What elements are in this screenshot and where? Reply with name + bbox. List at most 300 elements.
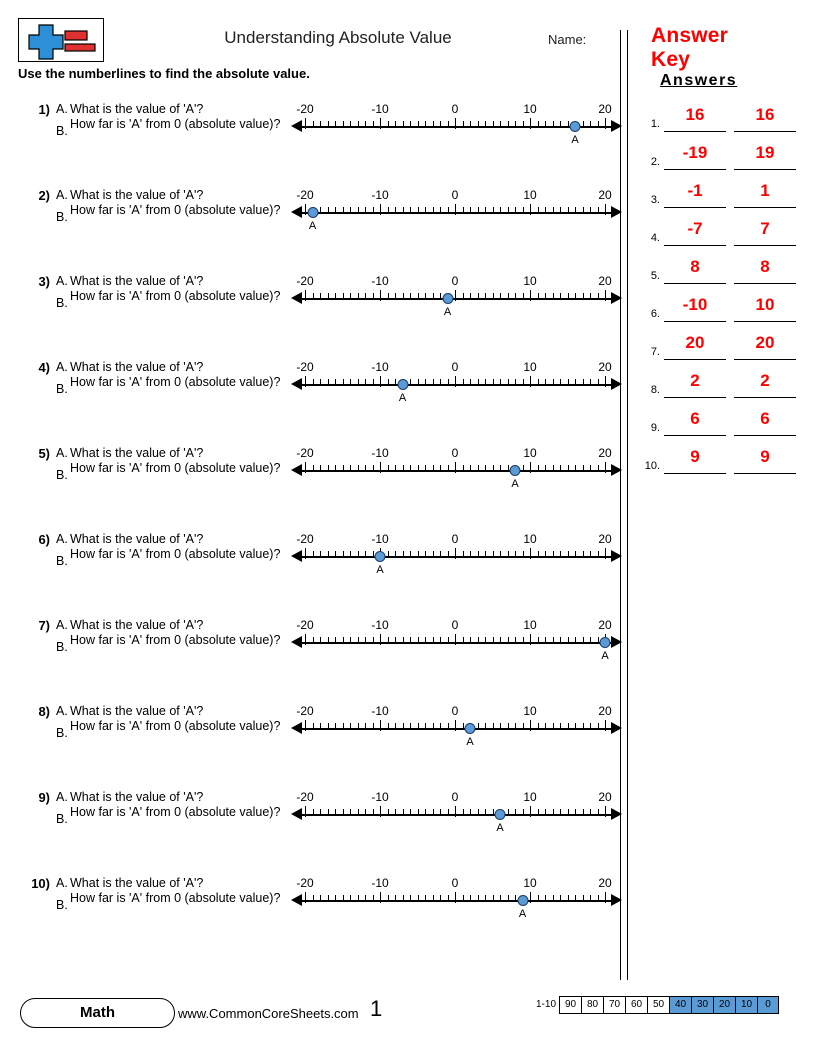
numberline-tick: [388, 293, 389, 299]
arrow-left-icon: [291, 636, 302, 648]
numberline-tick: [553, 723, 554, 729]
numberline-tick-label: 20: [598, 446, 612, 460]
numberline-tick: [433, 551, 434, 557]
numberline-tick: [568, 895, 569, 901]
numberline-tick: [575, 551, 576, 557]
numberline-tick: [568, 551, 569, 557]
numberline-tick: [605, 720, 606, 731]
numberline-tick: [523, 121, 524, 127]
numberline-tick-label: 0: [451, 532, 459, 546]
numberline-tick: [553, 895, 554, 901]
numberline-tick: [410, 895, 411, 901]
scale-cell: 10: [735, 996, 757, 1014]
point-a-label: A: [601, 650, 609, 662]
numberline-tick-label: 10: [523, 188, 537, 202]
numberline-tick: [463, 293, 464, 299]
numberline-tick: [328, 207, 329, 213]
numberline-tick: [320, 293, 321, 299]
scale-cell: 90: [559, 996, 581, 1014]
arrow-right-icon: [611, 378, 622, 390]
numberline-tick: [470, 809, 471, 815]
numberline-tick-label: -10: [371, 532, 389, 546]
numberline-tick: [463, 465, 464, 471]
numberline-tick: [373, 121, 374, 127]
numberline-tick: [530, 720, 531, 731]
numberline-tick: [343, 379, 344, 385]
numberline-tick: [455, 720, 456, 731]
question-a-label: A.: [56, 446, 68, 460]
numberline-tick: [410, 809, 411, 815]
numberline-tick: [335, 293, 336, 299]
numberline-tick: [350, 895, 351, 901]
numberline-tick: [350, 809, 351, 815]
numberline-tick: [418, 379, 419, 385]
numberline-tick: [500, 121, 501, 127]
numberline-tick-label: 10: [523, 360, 537, 374]
numberline-tick: [373, 465, 374, 471]
numberline-tick: [485, 809, 486, 815]
numberline-tick: [425, 465, 426, 471]
question-b-label: B.: [56, 296, 68, 310]
point-a-label: A: [308, 220, 317, 232]
numberline-tick: [343, 465, 344, 471]
answer-value-a: 20: [664, 328, 726, 360]
numberline-tick: [605, 892, 606, 903]
answer-row-number: 8.: [650, 384, 660, 396]
numberline-tick: [530, 548, 531, 559]
numberline-tick: [530, 634, 531, 645]
numberline-tick: [410, 121, 411, 127]
numberline-tick: [350, 121, 351, 127]
numberline-tick: [553, 465, 554, 471]
header: [18, 18, 729, 71]
numberline-tick-label: 20: [598, 188, 612, 202]
point-a-marker: [510, 465, 521, 476]
numberline-tick: [373, 637, 374, 643]
numberline-tick: [358, 207, 359, 213]
numberline-tick: [560, 121, 561, 127]
numberline-tick-label: -20: [296, 618, 314, 632]
answer-key-badge: Answer Key: [651, 24, 729, 71]
arrow-left-icon: [291, 120, 302, 132]
numberline-tick: [350, 551, 351, 557]
question-b-text: How far is 'A' from 0 (absolute value)?: [70, 805, 281, 819]
numberline-tick: [545, 637, 546, 643]
numberline-tick: [440, 809, 441, 815]
numberline-tick: [545, 207, 546, 213]
numberline: [283, 358, 628, 416]
numberline-tick: [463, 809, 464, 815]
numberline-tick: [433, 723, 434, 729]
numberline-tick: [320, 207, 321, 213]
numberline-tick: [365, 207, 366, 213]
numberline-tick: [335, 207, 336, 213]
question-a-text: What is the value of 'A'?: [70, 790, 204, 804]
answer-row: [638, 404, 798, 442]
numberline-tick-label: -10: [371, 446, 389, 460]
numberline-tick: [433, 379, 434, 385]
answer-value-b: 10: [734, 290, 796, 322]
scale-cell: 60: [625, 996, 647, 1014]
answer-row: [638, 138, 798, 176]
numberline-tick: [583, 121, 584, 127]
numberline-tick: [590, 637, 591, 643]
numberline-tick-label: -20: [296, 876, 314, 890]
numberline-tick: [365, 293, 366, 299]
numberline-tick: [493, 809, 494, 815]
question-a-text: What is the value of 'A'?: [70, 102, 204, 116]
numberline-tick: [343, 723, 344, 729]
numberline-tick: [575, 379, 576, 385]
numberline-tick: [425, 551, 426, 557]
question-b-text: How far is 'A' from 0 (absolute value)?: [70, 547, 281, 561]
numberline-tick: [463, 551, 464, 557]
numberline-tick: [343, 809, 344, 815]
numberline-tick: [590, 723, 591, 729]
question-part-a: [56, 704, 203, 718]
numberline-tick: [425, 723, 426, 729]
scale-range-label: 1-10: [536, 999, 557, 1010]
numberline-tick: [553, 121, 554, 127]
numberline-tick: [313, 465, 314, 471]
numberline-tick-label: -10: [371, 790, 389, 804]
numberline-tick: [575, 895, 576, 901]
question-b-text: How far is 'A' from 0 (absolute value)?: [70, 891, 281, 905]
numberline-tick: [358, 637, 359, 643]
numberline-tick: [485, 379, 486, 385]
arrow-left-icon: [291, 464, 302, 476]
numberline-tick: [320, 551, 321, 557]
numberline-tick: [583, 379, 584, 385]
numberline-tick: [478, 895, 479, 901]
numberline-tick: [410, 723, 411, 729]
point-a-marker: [517, 895, 528, 906]
numberline-tick: [418, 465, 419, 471]
numberline-tick-label: 20: [598, 618, 612, 632]
question-b-label: B.: [56, 468, 68, 482]
numberline-tick: [590, 809, 591, 815]
numberline-tick: [553, 809, 554, 815]
numberline-tick: [478, 379, 479, 385]
numberline-tick: [493, 121, 494, 127]
numberline-tick: [305, 290, 306, 301]
numberline-tick: [560, 551, 561, 557]
numberline-tick-label: 20: [598, 360, 612, 374]
numberline-tick: [598, 293, 599, 299]
numberline-tick-label: 10: [523, 704, 537, 718]
numberline-tick: [425, 637, 426, 643]
numberline-tick: [433, 293, 434, 299]
numberline-tick: [320, 121, 321, 127]
numberline-tick: [365, 809, 366, 815]
numberline-tick: [583, 895, 584, 901]
problem: [18, 100, 618, 186]
numberline-tick: [508, 551, 509, 557]
numberline-tick-label: 20: [598, 532, 612, 546]
numberline-tick: [508, 465, 509, 471]
numberline-tick: [380, 720, 381, 731]
numberline-tick: [320, 465, 321, 471]
page-number: 1: [370, 996, 383, 1021]
numberline-tick-label: 0: [451, 790, 459, 804]
arrow-left-icon: [291, 550, 302, 562]
numberline-tick: [538, 465, 539, 471]
numberline-tick: [395, 895, 396, 901]
numberline-tick: [358, 809, 359, 815]
numberline-tick-label: -20: [296, 188, 314, 202]
numberline-tick-label: -20: [296, 102, 314, 116]
numberline-tick: [388, 207, 389, 213]
numberline-tick: [335, 551, 336, 557]
answer-value-a: -10: [664, 290, 726, 322]
numberline-tick: [575, 723, 576, 729]
numberline-tick: [508, 637, 509, 643]
question-b-label: B.: [56, 898, 68, 912]
numberline-tick: [560, 207, 561, 213]
numberline-tick: [575, 637, 576, 643]
problem-number: 5): [38, 446, 50, 461]
numberline: [283, 100, 628, 158]
answer-row: [638, 100, 798, 138]
name-label: Name:: [548, 32, 587, 47]
numberline-tick: [388, 551, 389, 557]
numberline-tick: [343, 207, 344, 213]
numberline-tick-label: 10: [523, 876, 537, 890]
numberline-tick: [305, 634, 306, 645]
numberline-tick: [530, 376, 531, 387]
numberline-tick: [433, 895, 434, 901]
grading-scale: [533, 996, 779, 1014]
numberline-tick: [343, 293, 344, 299]
arrow-left-icon: [291, 808, 302, 820]
numberline-tick: [605, 462, 606, 473]
problem-number: 8): [38, 704, 50, 719]
numberline-tick: [463, 637, 464, 643]
arrow-right-icon: [611, 550, 622, 562]
numberline-tick: [343, 895, 344, 901]
numberline-tick: [545, 379, 546, 385]
numberline-tick-label: 0: [451, 446, 459, 460]
problem: [18, 874, 618, 960]
numberline-tick-label: -20: [296, 532, 314, 546]
question-b-label: B.: [56, 726, 68, 740]
numberline-tick: [410, 207, 411, 213]
numberline-tick: [598, 637, 599, 643]
numberline-tick-label: -20: [296, 274, 314, 288]
question-b-label: B.: [56, 640, 68, 654]
numberline-tick: [455, 806, 456, 817]
numberline-tick: [358, 121, 359, 127]
numberline-tick: [530, 204, 531, 215]
question-part-b: [56, 117, 286, 138]
numberline-tick: [358, 293, 359, 299]
numberline-tick-label: -20: [296, 360, 314, 374]
arrow-right-icon: [611, 292, 622, 304]
numberline-tick: [545, 121, 546, 127]
question-a-text: What is the value of 'A'?: [70, 446, 204, 460]
numberline-tick: [500, 465, 501, 471]
numberline-tick: [508, 723, 509, 729]
question-a-label: A.: [56, 188, 68, 202]
numberline-tick: [380, 634, 381, 645]
numberline-tick: [568, 809, 569, 815]
numberline-tick: [478, 551, 479, 557]
point-a-marker: [307, 207, 318, 218]
numberline-tick: [538, 293, 539, 299]
answers-heading: Answers: [660, 72, 738, 89]
numberline-tick: [440, 895, 441, 901]
numberline-tick: [538, 207, 539, 213]
numberline-tick: [485, 207, 486, 213]
numberline-tick: [395, 207, 396, 213]
numberline-tick: [500, 551, 501, 557]
problem: [18, 186, 618, 272]
problem: [18, 788, 618, 874]
numberline-tick: [530, 806, 531, 817]
numberline-tick: [485, 637, 486, 643]
problem: [18, 272, 618, 358]
page-title: Understanding Absolute Value: [224, 28, 452, 47]
numberline-tick: [335, 809, 336, 815]
numberline-tick: [328, 293, 329, 299]
scale-cell: 40: [669, 996, 691, 1014]
numberline-tick: [343, 121, 344, 127]
numberline-tick: [605, 204, 606, 215]
numberline-tick: [380, 376, 381, 387]
numberline-tick: [508, 121, 509, 127]
numberline-tick: [455, 290, 456, 301]
numberline-tick: [605, 806, 606, 817]
numberline-tick: [500, 637, 501, 643]
question-a-text: What is the value of 'A'?: [70, 876, 204, 890]
answer-value-a: 8: [664, 252, 726, 284]
numberline-tick: [313, 379, 314, 385]
numberline-tick: [403, 207, 404, 213]
numberline-tick: [523, 551, 524, 557]
numberline-tick: [515, 293, 516, 299]
numberline-tick: [538, 551, 539, 557]
numberline-tick: [358, 465, 359, 471]
numberline-tick: [335, 465, 336, 471]
numberline-tick: [478, 465, 479, 471]
question-a-label: A.: [56, 360, 68, 374]
question-part-a: [56, 790, 203, 804]
numberline-tick: [313, 293, 314, 299]
numberline-tick: [583, 293, 584, 299]
question-b-text: How far is 'A' from 0 (absolute value)?: [70, 289, 281, 303]
numberline-tick: [448, 723, 449, 729]
numberline-tick: [373, 379, 374, 385]
numberline-tick: [448, 551, 449, 557]
numberline-tick: [433, 809, 434, 815]
answer-value-a: 2: [664, 366, 726, 398]
numberline-tick: [455, 118, 456, 129]
numberline-tick: [523, 293, 524, 299]
numberline-tick: [575, 207, 576, 213]
numberline-tick: [418, 895, 419, 901]
numberline-tick: [358, 551, 359, 557]
numberline-tick: [365, 551, 366, 557]
numberline-tick: [433, 637, 434, 643]
numberline-tick: [515, 121, 516, 127]
numberline-tick: [425, 809, 426, 815]
arrow-right-icon: [611, 722, 622, 734]
numberline-tick: [575, 809, 576, 815]
numberline-tick: [350, 379, 351, 385]
numberline-tick-label: 0: [451, 102, 459, 116]
numberline: [283, 272, 628, 330]
numberline-tick: [493, 293, 494, 299]
numberline-tick: [493, 723, 494, 729]
numberline-tick: [478, 637, 479, 643]
problem-number: 3): [38, 274, 50, 289]
numberline-tick: [568, 379, 569, 385]
numberline-tick: [433, 465, 434, 471]
numberline-tick-label: 0: [451, 188, 459, 202]
numberline-tick: [478, 121, 479, 127]
answer-row: [638, 442, 798, 480]
arrow-right-icon: [611, 808, 622, 820]
numberline-tick: [560, 809, 561, 815]
question-part-b: [56, 289, 286, 310]
numberline-tick: [358, 723, 359, 729]
numberline-tick-label: -10: [371, 618, 389, 632]
numberline-tick: [598, 465, 599, 471]
question-a-label: A.: [56, 274, 68, 288]
arrow-left-icon: [291, 894, 302, 906]
answer-row: [638, 252, 798, 290]
numberline-tick-label: 0: [451, 360, 459, 374]
numberline-tick: [425, 121, 426, 127]
numberline-tick: [500, 379, 501, 385]
numberline-tick-label: 20: [598, 876, 612, 890]
numberline-tick: [365, 895, 366, 901]
numberline-tick: [545, 895, 546, 901]
problem-number: 1): [38, 102, 50, 117]
numberline-tick: [478, 809, 479, 815]
numberline-tick: [553, 207, 554, 213]
numberline-tick: [448, 379, 449, 385]
question-part-b: [56, 805, 286, 826]
question-part-b: [56, 633, 286, 654]
point-a-marker: [570, 121, 581, 132]
numberline-tick: [568, 121, 569, 127]
numberline-tick: [373, 293, 374, 299]
numberline-tick: [568, 207, 569, 213]
numberline-tick: [515, 637, 516, 643]
arrow-right-icon: [611, 120, 622, 132]
answer-value-b: 6: [734, 404, 796, 436]
answer-row-number: 4.: [650, 232, 660, 244]
answer-row: [638, 176, 798, 214]
numberline-tick: [455, 462, 456, 473]
problem-number: 2): [38, 188, 50, 203]
point-a-marker: [465, 723, 476, 734]
question-a-label: A.: [56, 102, 68, 116]
numberline-tick: [448, 637, 449, 643]
question-b-text: How far is 'A' from 0 (absolute value)?: [70, 203, 281, 217]
numberline-tick: [418, 723, 419, 729]
numberline-tick: [395, 637, 396, 643]
numberline-tick: [350, 465, 351, 471]
arrow-left-icon: [291, 378, 302, 390]
point-a-label: A: [511, 478, 519, 490]
numberline-tick: [568, 723, 569, 729]
numberline-tick: [425, 207, 426, 213]
numberline-tick-label: -20: [296, 446, 314, 460]
numberline-tick: [328, 551, 329, 557]
numberline-tick: [470, 895, 471, 901]
